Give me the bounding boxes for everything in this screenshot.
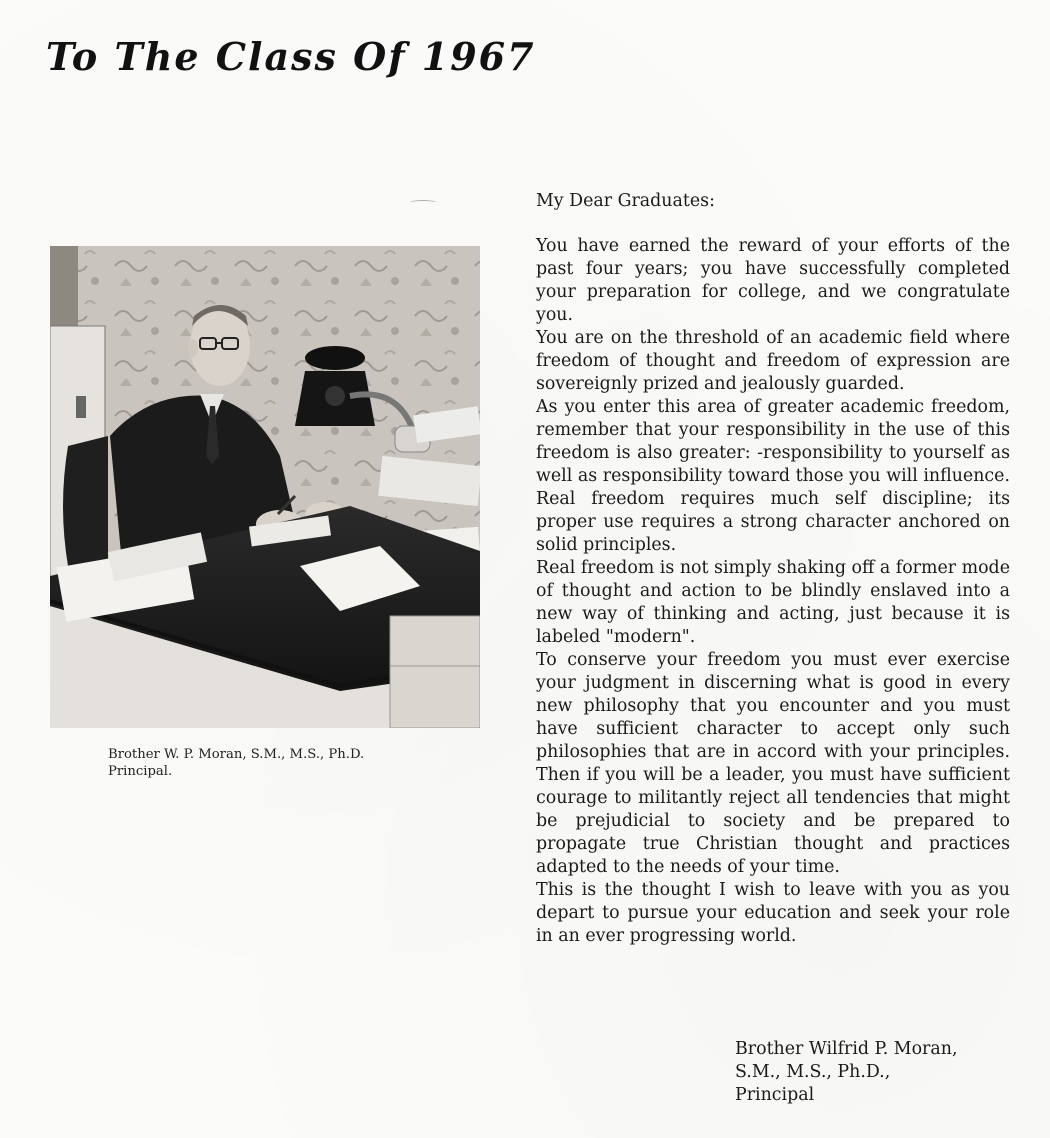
principal-at-desk-photo-icon <box>50 246 480 728</box>
caption-title: Principal. <box>108 764 173 779</box>
caption-name: Brother W. P. Moran, S.M., M.S., Ph.D. <box>108 747 365 762</box>
principal-photo <box>50 246 480 728</box>
letter-greeting: My Dear Graduates: <box>536 191 715 211</box>
signature-degrees: S.M., M.S., Ph.D., <box>735 1062 891 1082</box>
letter-paragraph: As you enter this area of greater academic freedom, remember that your responsibility in the use of this freedom is also greater: -responsibility to yourself as well as responsibility toward those you will influence. Real freedom requires much self discipline; its proper use requires a strong character anchored on solid principles. <box>536 397 1010 555</box>
letter-paragraph: You are on the threshold of an academic field where freedom of thought and freedom of expression are sovereignly prized and jealously guarded. <box>536 328 1010 394</box>
photo-caption <box>108 746 364 780</box>
letter-paragraph: Real freedom is not simply shaking off a former mode of thought and action to be blindly enslaved into a new way of thinking and acting, just because it is labeled "modern". <box>536 558 1010 647</box>
letter-paragraph: This is the thought I wish to leave with you as you depart to pursue your education and seek your role in an ever progressing world. <box>536 880 1010 946</box>
scratch-mark <box>410 200 436 205</box>
letter-body <box>536 190 1010 948</box>
letter-signature <box>735 1038 957 1107</box>
letter-paragraph: You have earned the reward of your efforts of the past four years; you have successfully completed your preparation for college, and we congratulate you. <box>536 236 1010 325</box>
signature-name: Brother Wilfrid P. Moran, <box>735 1039 958 1059</box>
signature-title: Principal <box>735 1085 815 1105</box>
page-title: To The Class Of 1967 <box>46 34 536 79</box>
letter-paragraph: To conserve your freedom you must ever exercise your judgment in discerning what is good in every new philosophy that you encounter and you must have sufficient character to accept only such philosophies that are in accord with your principles. Then if you will be a leader, you must have sufficient courage to militantly reject all tendencies that might be prejudicial to society and be prepared to propagate true Christian thought and practices adapted to the needs of your time. <box>536 650 1010 877</box>
